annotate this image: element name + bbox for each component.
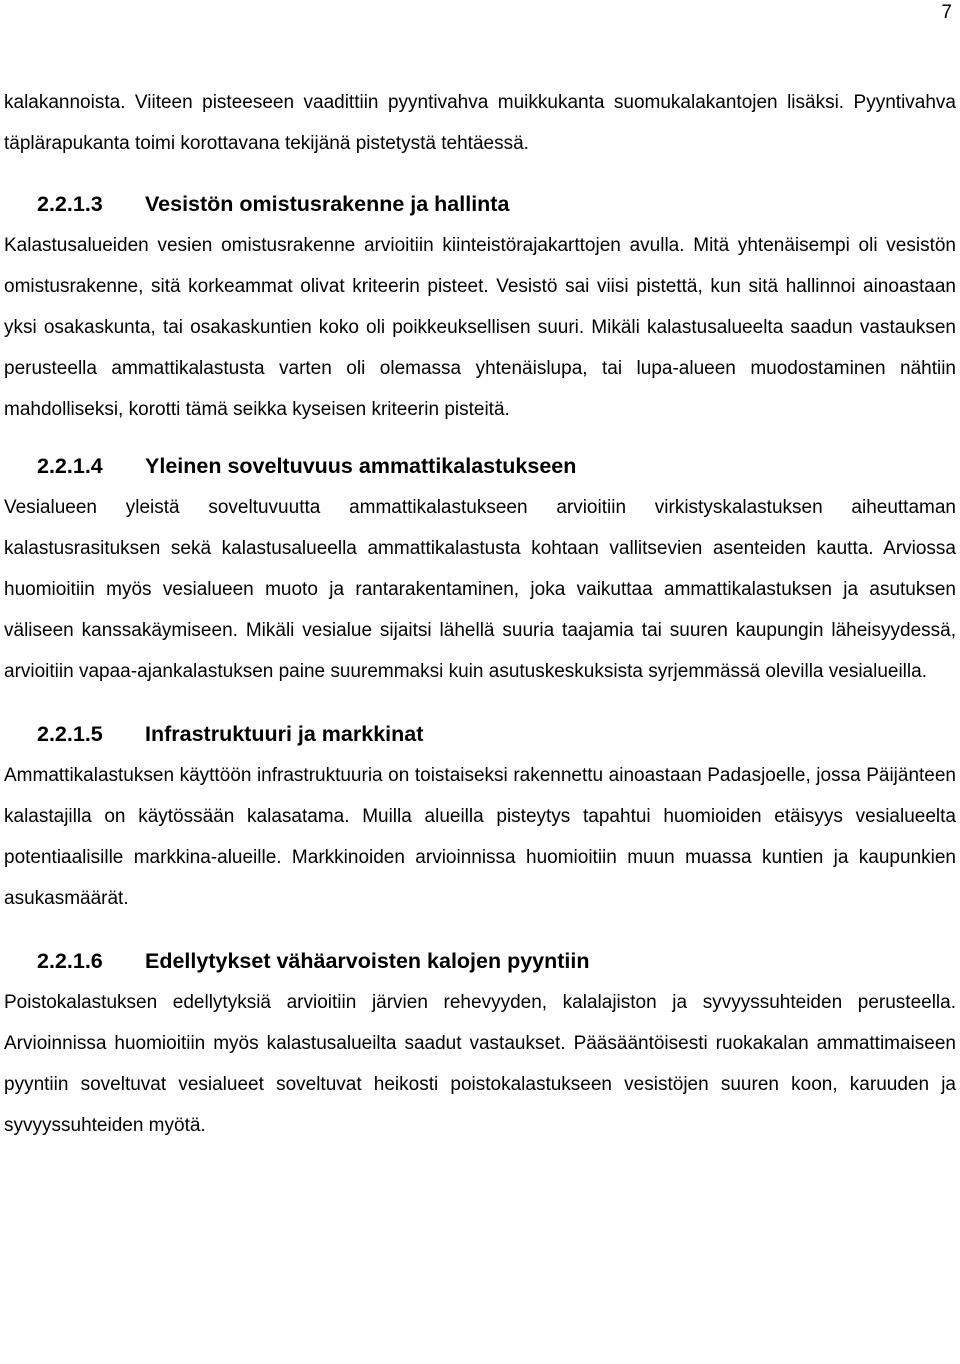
- paragraph-suitability: Vesialueen yleistä soveltuvuutta ammattikalastukseen arvioitiin virkistyskalastuksen aiheuttaman kalastusrasituksen sekä kalastusalueella ammattikalastusta kohtaan vallitsevien asenteiden kautta. Arviossa huomioitiin myös vesialueen muoto ja rantarakentaminen, joka vaikuttaa ammattikalastuksen ja asutuksen väliseen kanssakäymiseen. Mikäli vesialue sijaitsi lähellä suuria taajamia tai suuren kaupungin läheisyydessä, arvioitiin vapaa-ajankalastuksen paine suuremmaksi kuin asutuskeskuksista syrjemmässä olevilla vesialueilla.: [4, 497, 956, 682]
- heading-section-2-2-1-3: [4, 184, 956, 225]
- paragraph-infrastructure: Ammattikalastuksen käyttöön infrastruktuuria on toistaiseksi rakennettu ainoastaan Padasjoelle, jossa Päijänteen kalastajilla on käytössään kalasatama. Muilla alueilla pisteytys tapahtui huomioiden etäisyys vesialueelta potentiaalisille markkina-alueille. Markkinoiden arvioinnissa huomioitiin muun muassa kuntien ja kaupunkien asukasmäärät.: [4, 765, 956, 909]
- heading-section-2-2-1-6: [4, 941, 956, 982]
- document-body: [4, 82, 956, 1146]
- page-number: 7: [941, 2, 952, 23]
- paragraph-intro: kalakannoista. Viiteen pisteeseen vaadittiin pyyntivahva muikkukanta suomukalakantojen lisäksi. Pyyntivahva täplärapukanta toimi korottavana tekijänä pistetystä tehtäessä.: [4, 92, 956, 154]
- heading-title: Yleinen soveltuvuus ammattikalastukseen: [145, 454, 577, 478]
- heading-title: Infrastruktuuri ja markkinat: [145, 722, 424, 746]
- heading-section-2-2-1-5: [4, 714, 956, 755]
- heading-number: 2.2.1.4: [37, 454, 103, 478]
- heading-section-2-2-1-4: [4, 446, 956, 487]
- paragraph-removal-fishing: Poistokalastuksen edellytyksiä arvioitiin järvien rehevyyden, kalalajiston ja syvyyssuhteiden perusteella. Arvioinnissa huomioitiin myös kalastusalueilta saadut vastaukset. Pääsääntöisesti ruokakalan ammattimaiseen pyyntiin soveltuvat vesialueet soveltuvat heikosti poistokalastukseen vesistöjen suuren koon, karuuden ja syvyyssuhteiden myötä.: [4, 992, 956, 1136]
- heading-number: 2.2.1.5: [37, 722, 103, 746]
- heading-number: 2.2.1.6: [37, 949, 103, 973]
- heading-number: 2.2.1.3: [37, 192, 103, 216]
- heading-title: Edellytykset vähäarvoisten kalojen pyyntiin: [145, 949, 590, 973]
- paragraph-ownership: Kalastusalueiden vesien omistusrakenne arvioitiin kiinteistörajakarttojen avulla. Mitä yhtenäisempi oli vesistön omistusrakenne, sitä korkeammat olivat kriteerin pisteet. Vesistö sai viisi pistettä, kun sitä hallinnoi ainoastaan yksi osakaskunta, tai osakaskuntien koko oli poikkeuksellisen suuri. Mikäli kalastusalueelta saadun vastauksen perusteella ammattikalastusta varten oli olemassa yhtenäislupa, tai lupa-alueen muodostaminen nähtiin mahdolliseksi, korotti tämä seikka kyseisen kriteerin pisteitä.: [4, 235, 956, 420]
- heading-title: Vesistön omistusrakenne ja hallinta: [145, 192, 510, 216]
